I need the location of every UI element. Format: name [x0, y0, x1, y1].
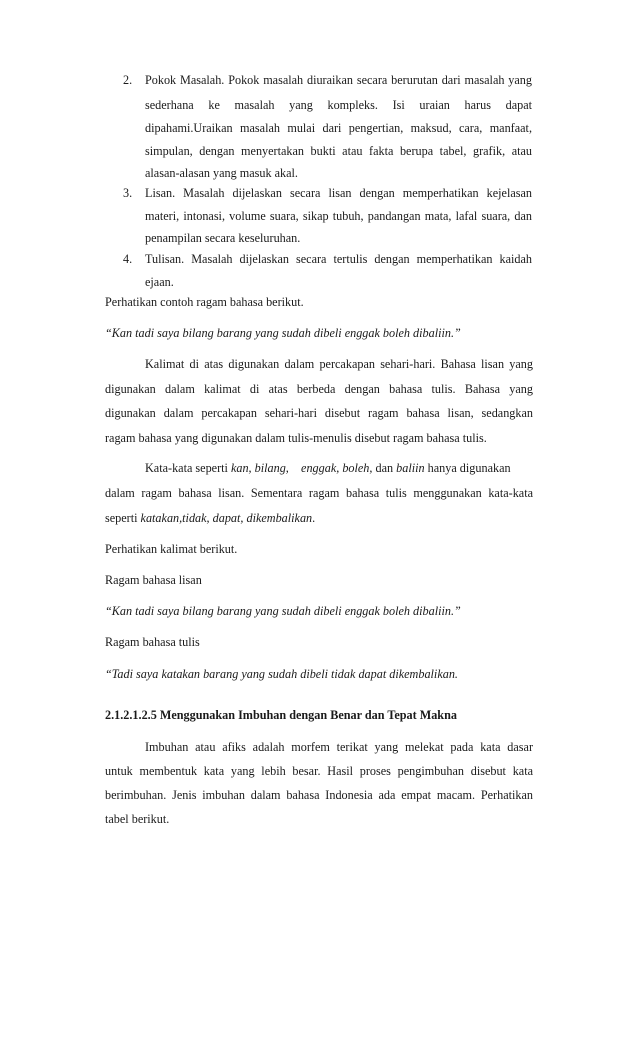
para1-line-4: ragam bahasa yang digunakan dalam tulis-menulis disebut ragam bahasa tulis.: [105, 431, 487, 445]
intro-text: Perhatikan contoh ragam bahasa berikut.: [105, 295, 304, 309]
item4-line-1: Tulisan. Masalah dijelaskan secara tertulis dengan memperhatikan kaidah: [145, 252, 532, 266]
para1-line-3: digunakan dalam percakapan sehari-hari disebut ragam bahasa lisan, sedangkan: [105, 406, 533, 420]
quote-lisan-2: “Kan tadi saya bilang barang yang sudah dibeli enggak boleh dibaliin.”: [105, 604, 461, 618]
label-ragam-lisan: Ragam bahasa lisan: [105, 573, 202, 587]
list-number-3: 3.: [123, 186, 133, 200]
item2-line-1: Pokok Masalah. Pokok masalah diuraikan secara berurutan dari masalah yang: [145, 73, 532, 87]
para2-line-3: [105, 510, 533, 526]
item3-line-2: materi, intonasi, volume suara, sikap tubuh, pandangan mata, lafal suara, dan: [145, 209, 532, 223]
quote-lisan-1: “Kan tadi saya bilang barang yang sudah dibeli enggak boleh dibaliin.”: [105, 326, 461, 340]
item3-line-1: Lisan. Masalah dijelaskan secara lisan dengan memperhatikan kejelasan: [145, 186, 532, 200]
section-heading: 2.1.2.1.2.5 Menggunakan Imbuhan dengan Benar dan Tepat Makna: [105, 708, 457, 722]
item2-line-5: alasan-alasan yang masuk akal.: [145, 166, 298, 180]
para3-line-1: Imbuhan atau afiks adalah morfem terikat yang melekat pada kata dasar: [145, 740, 533, 754]
item2-line-2: sederhana ke masalah yang kompleks. Isi uraian harus dapat: [145, 98, 532, 112]
para3-line-3: berimbuhan. Jenis imbuhan dalam bahasa Indonesia ada empat macam. Perhatikan: [105, 788, 533, 802]
para2-text: hanya digunakan: [424, 461, 511, 475]
intro2-text: Perhatikan kalimat berikut.: [105, 542, 238, 556]
item2-line-3: dipahami.Uraikan masalah mulai dari pengertian, maksud, cara, manfaat,: [145, 121, 532, 135]
list-number-2: 2.: [123, 73, 133, 87]
para2-text: dan: [372, 461, 397, 475]
para2-text: seperti: [105, 511, 141, 525]
item4-line-2: ejaan.: [145, 275, 174, 289]
para1-line-1: Kalimat di atas digunakan dalam percakapan sehari-hari. Bahasa lisan yang: [145, 357, 533, 371]
quote-tulis: “Tadi saya katakan barang yang sudah dibeli tidak dapat dikembalikan.: [105, 667, 458, 681]
para2-text: .: [312, 511, 316, 525]
para3-line-2: untuk membentuk kata yang lebih besar. Hasil proses pengimbuhan disebut kata: [105, 764, 533, 778]
item3-line-3: penampilan secara keseluruhan.: [145, 231, 301, 245]
para2-line-2: dalam ragam bahasa lisan. Sementara ragam bahasa tulis menggunakan kata-kata: [105, 486, 533, 500]
para1-line-2: digunakan dalam kalimat di atas berbeda dengan bahasa tulis. Bahasa yang: [105, 382, 533, 396]
item2-line-4: simpulan, dengan menyertakan bukti atau fakta berupa tabel, grafik, atau: [145, 144, 532, 158]
para2-example-words: katakan,tidak, dapat, dikembalikan: [140, 511, 313, 525]
para2-example-words: kan, bilang,: [230, 461, 289, 475]
para2-example-words: baliin: [396, 461, 425, 475]
list-number-4: 4.: [123, 252, 133, 266]
para2-example-words: enggak, boleh,: [301, 461, 373, 475]
para2-line-1: [145, 460, 535, 476]
para2-text: Kata-kata seperti: [145, 461, 231, 475]
label-ragam-tulis: Ragam bahasa tulis: [105, 635, 200, 649]
para3-line-4: tabel berikut.: [105, 812, 170, 826]
